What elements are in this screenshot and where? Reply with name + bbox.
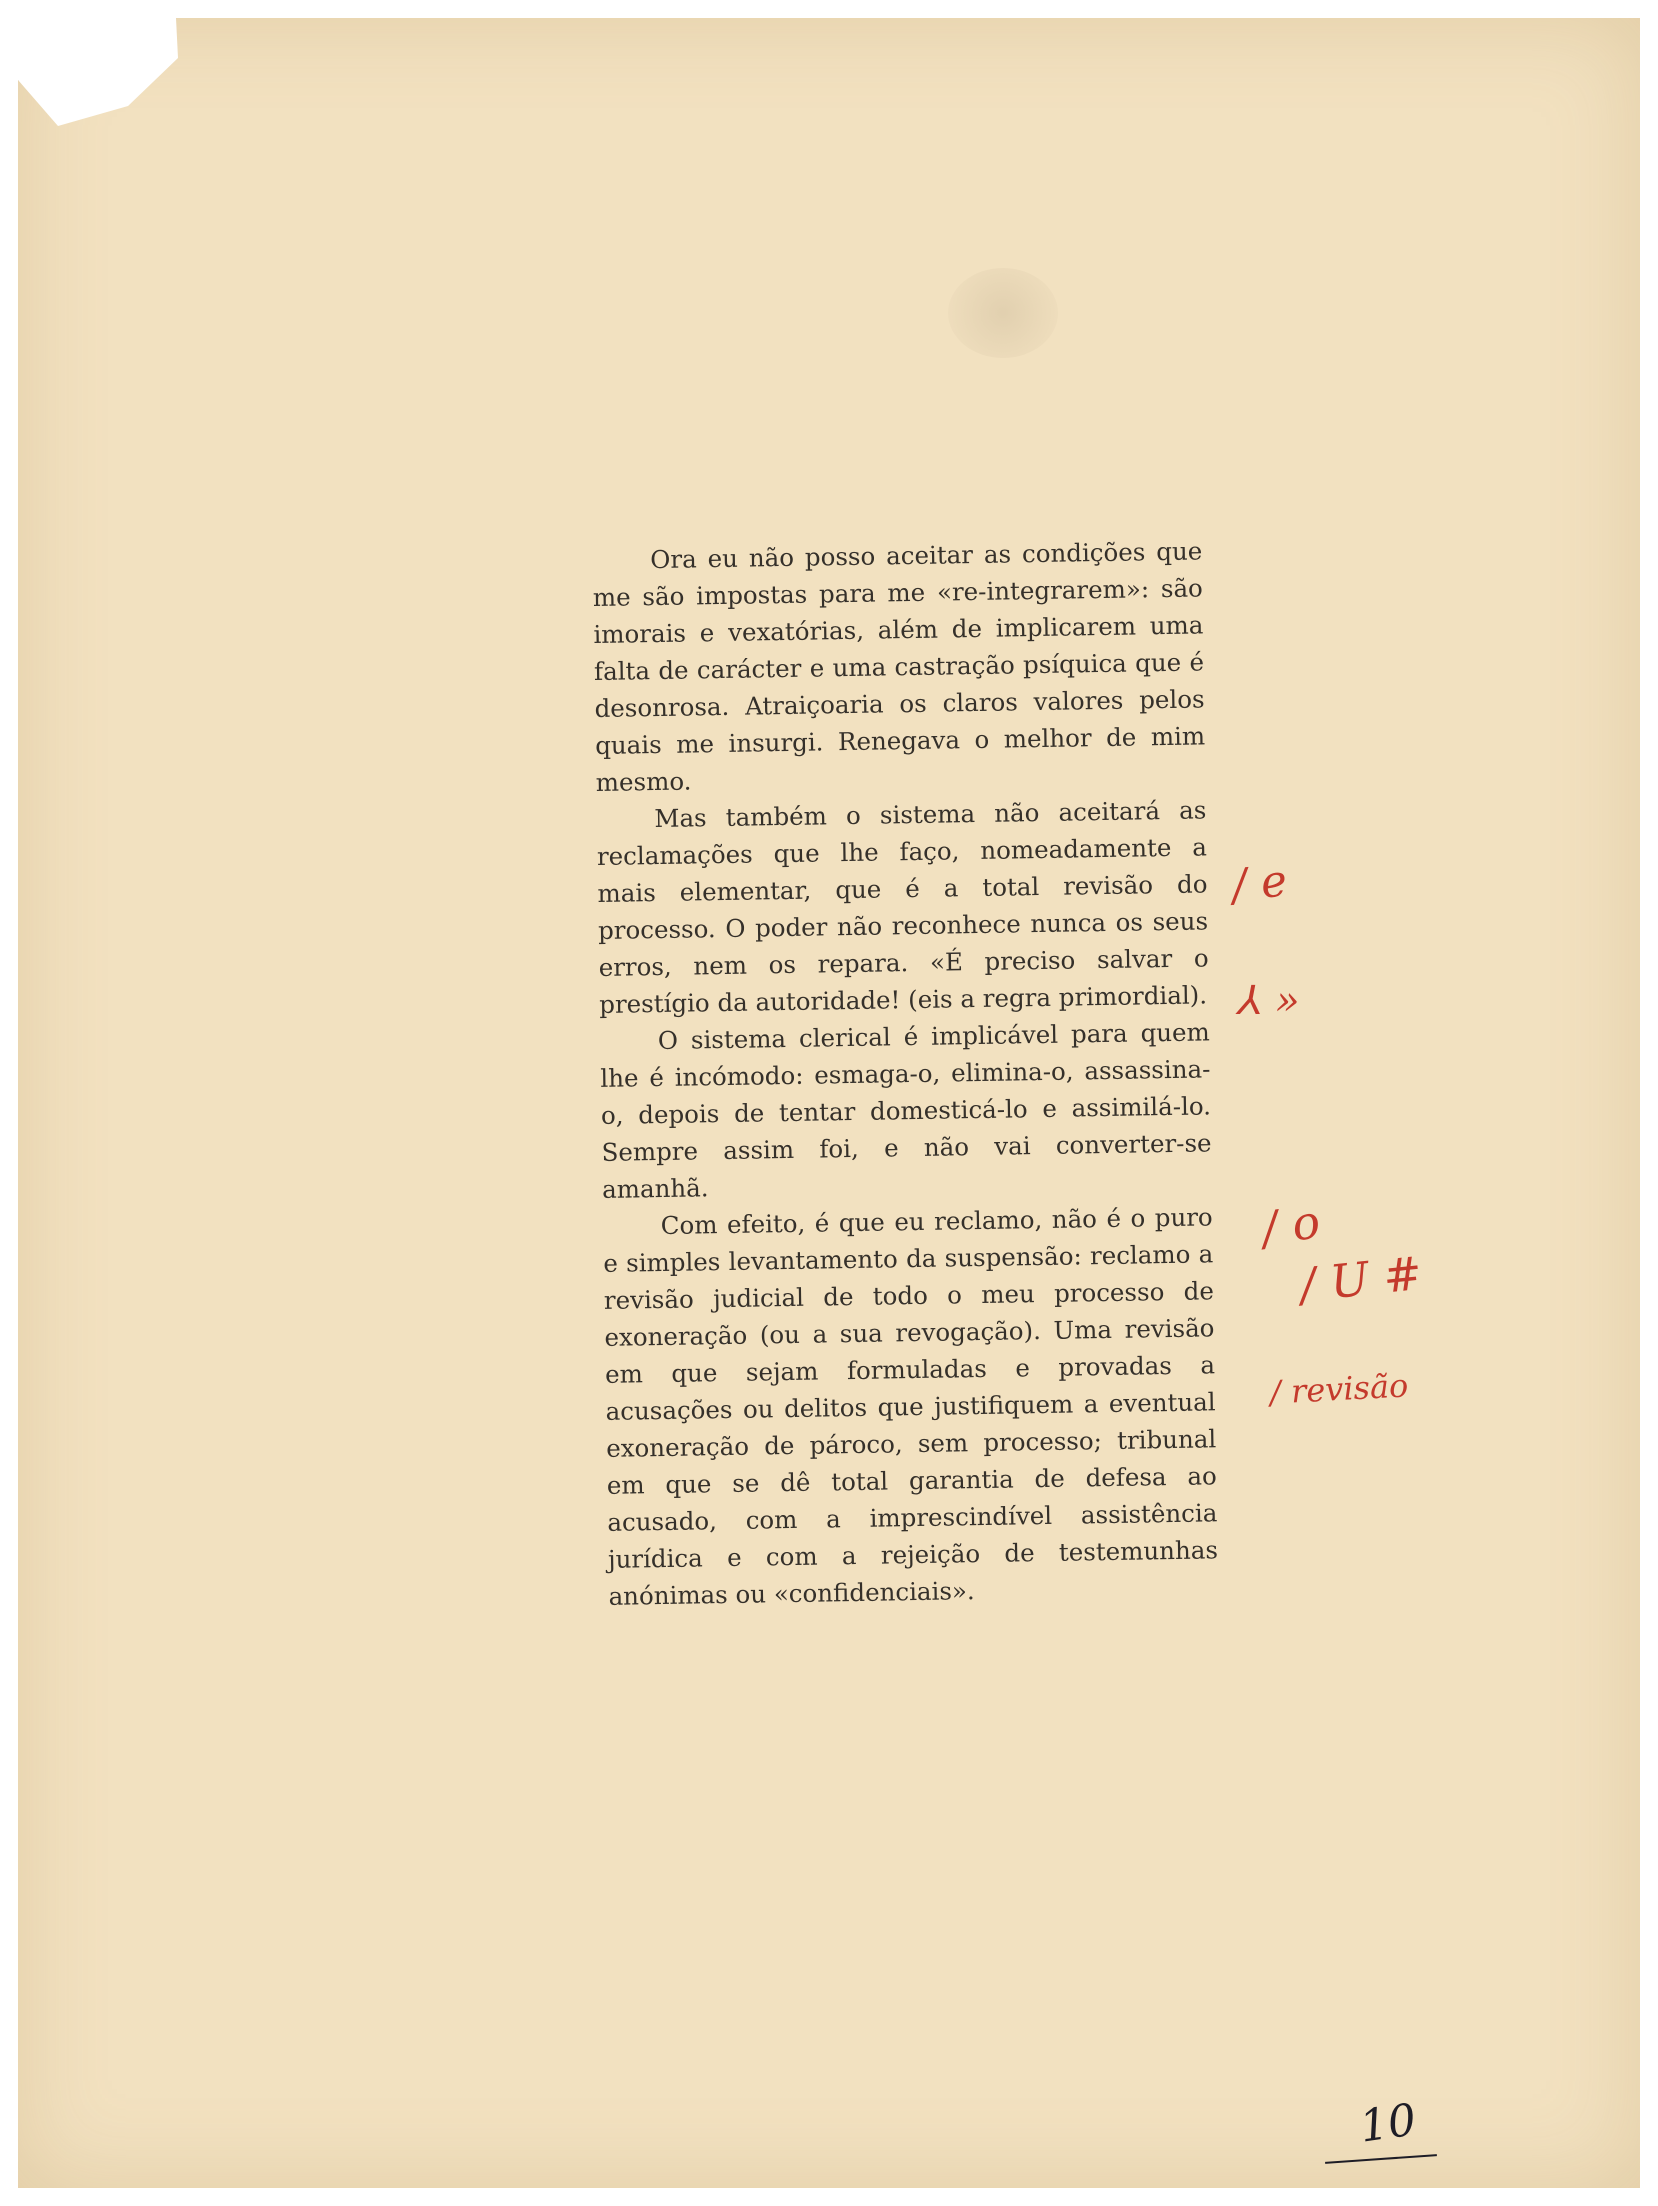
- margin-note-o: / o: [1258, 1194, 1324, 1256]
- page-number: 10: [1356, 2094, 1420, 2153]
- body-text: [592, 532, 1219, 1614]
- paper-stain: [948, 268, 1058, 358]
- margin-note-space: / U #: [1297, 1245, 1425, 1313]
- margin-note-quote: ⅄ »: [1238, 978, 1300, 1024]
- margin-note-revisao: / revisão: [1269, 1366, 1410, 1412]
- paragraph-2: Mas também o sistema não aceitará as reclamações que lhe faço, nomeadamente a mais elementar, que é a total revisão do processo. O poder não reconhece nunca os seus erros, nem os repara. «É preciso salvar o prestígio da autoridade! (eis a regra primordial).: [596, 795, 1209, 1019]
- paragraph-1: Ora eu não posso aceitar as condições que me são impostas para me «re-integrarem»: são imorais e vexatórias, além de implicarem uma falta de carácter e uma castração psíquica que é desonrosa. Atraiçoaria os claros valores pelos quais me insurgi. Renegava o melhor de mim mesmo.: [592, 536, 1206, 797]
- margin-note-e: / e: [1229, 855, 1290, 912]
- paragraph-4: Com efeito, é que eu reclamo, não é o puro e simples levantamento da suspensão: reclamo a revisão judicial de todo o meu processo de exoneração (ou a sua revogação). Uma revisão em que sejam formuladas e provadas a acusações ou delitos que justifiquem a eventual exoneração de pároco, sem processo; tribunal em que se dê total garantia de defesa ao acusado, com a imprescindível assistência jurídica e com a rejeição de testemunhas anónimas ou «confidenciais».: [603, 1202, 1219, 1611]
- paragraph-3: O sistema clerical é implicável para quem lhe é incómodo: esmaga-o, elimina-o, assassina-o, depois de tentar domesticá-lo e assimilá-lo. Sempre assim foi, e não vai converter-se amanhã.: [600, 1017, 1212, 1204]
